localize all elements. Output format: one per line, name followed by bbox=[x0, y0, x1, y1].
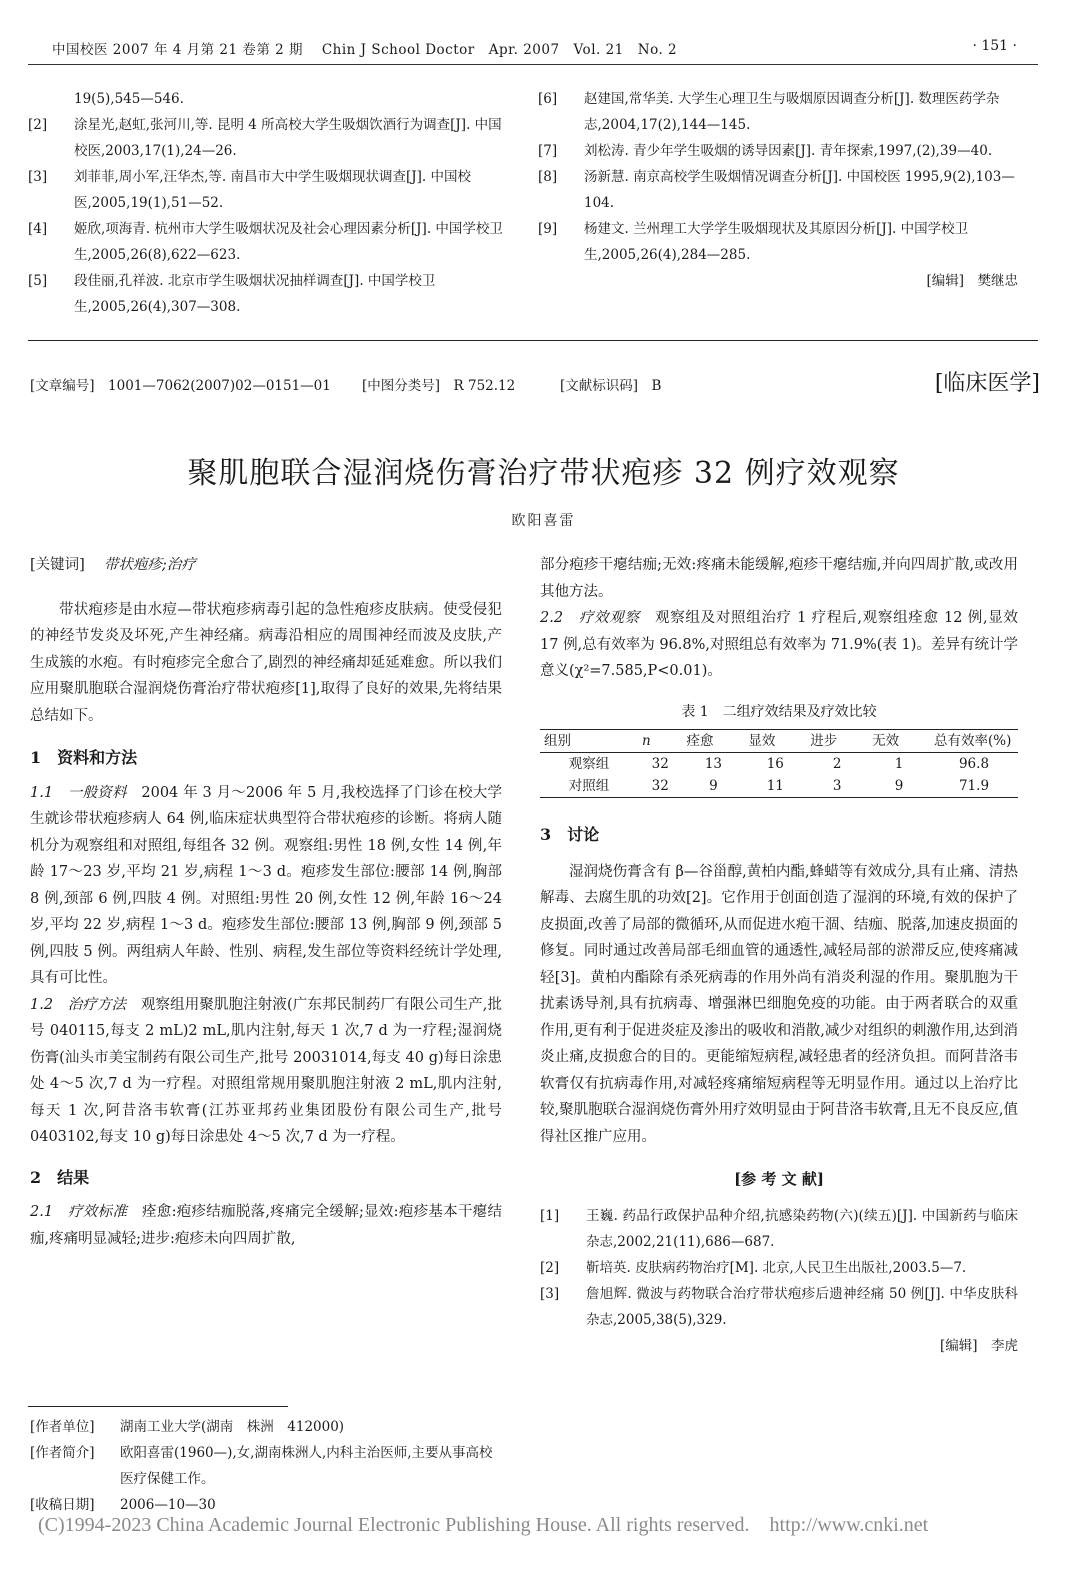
header-rule bbox=[28, 64, 1038, 65]
section-2-2 bbox=[540, 605, 1018, 685]
table-cell: 32 bbox=[651, 756, 669, 772]
section-2-1-label: 2.1 疗效标准 bbox=[30, 1204, 143, 1220]
footnote-rule bbox=[28, 1406, 288, 1407]
footnote-author-bio: [作者简介] 欧阳喜雷(1960—),女,湖南株洲人,内科主治医师,主要从事高校医疗保健工作。 bbox=[30, 1445, 493, 1487]
table-cell: 9 bbox=[709, 778, 718, 794]
section-1-2-text: 观察组用聚肌胞注射液(广东邦民制药厂有限公司生产,批号 040115,每支 2 mL)2 mL,肌内注射,每天 1 次,7 d 为一疗程;湿润烧伤膏(汕头市美宝制药有限公司生产,批号 20031014,每支 40 g)每日涂患处 4～5 次,7 d 为一疗程。对照组常规用聚肌胞注射液 2 mL,肌内注射,每天 1 次,阿昔洛韦软膏(江苏亚邦药业集团股份有限公司生产,批号 0403102,每支 10 g)每日涂患处 4～5 次,7 d 为一疗程。 bbox=[30, 996, 503, 1145]
table-cell: 96.8 bbox=[958, 756, 990, 772]
references-list bbox=[540, 1203, 1018, 1359]
article-separator-rule bbox=[28, 340, 1038, 341]
reference-item: [1] 王巍. 药品行政保护品种介绍,抗感染药物(六)(续五)[J]. 中国新药与临床杂志,2002,21(11),686—687. bbox=[540, 1207, 1018, 1250]
journal-citation: 中国校医 2007 年 4 月第 21 卷第 2 期 Chin J School Doctor Apr. 2007 Vol. 21 No. 2 bbox=[52, 42, 678, 58]
footnote-affiliation: [作者单位] 湖南工业大学(湖南 株洲 412000) bbox=[30, 1419, 345, 1435]
intro-paragraph: 带状疱疹是由水痘—带状疱疹病毒引起的急性疱疹皮肤病。使受侵犯的神经节发炎及坏死,产生神经痛。病毒沿相应的周围神经而波及皮肤,产生成簇的水疱。有时疱疹完全愈合了,剧烈的神经痛却延延难愈。所以我们应用聚肌胞联合湿润烧伤膏治疗带状疱疹[1],取得了良好的效果,先将结果总结如下。 bbox=[30, 601, 502, 724]
reference-item: [9] 杨建文. 兰州理工大学学生吸烟现状及其原因分析[J]. 中国学校卫生,2005,26(4),284—285. bbox=[538, 221, 969, 263]
table-header-cell: 痊愈 bbox=[683, 730, 745, 753]
table-cell: 71.9 bbox=[958, 778, 990, 794]
right-column bbox=[540, 552, 1018, 1359]
section-1-2-label: 1.2 治疗方法 bbox=[30, 996, 141, 1013]
prev-editor: [编辑] 樊继忠 bbox=[926, 273, 1018, 289]
reference-item: 19(5),545—546. bbox=[74, 91, 184, 107]
keywords-value: 带状疱疹;治疗 bbox=[103, 557, 196, 573]
footnotes bbox=[30, 1414, 502, 1518]
section-heading-1: 1 资料和方法 bbox=[30, 748, 138, 767]
table-cell: 对照组 bbox=[568, 778, 610, 794]
table-header-row bbox=[540, 730, 1018, 753]
section-2-1-text: 痊愈:疱疹结痂脱落,疼痛完全缓解;显效:疱疹基本干瘪结痂,疼痛明显减轻;进步:疱疹未向四周扩散, bbox=[30, 1204, 503, 1247]
section-2-1 bbox=[30, 1199, 502, 1252]
keywords bbox=[30, 552, 502, 579]
section-1-1 bbox=[30, 780, 502, 992]
article-number: [文章编号] 1001—7062(2007)02—0151—01 bbox=[30, 378, 331, 394]
table-header-cell: 组别 bbox=[540, 730, 638, 753]
reference-item: [4] 姬欣,项海青. 杭州市大学生吸烟状况及社会心理因素分析[J]. 中国学校卫生,2005,26(8),622—623. bbox=[28, 221, 503, 263]
left-column bbox=[30, 552, 502, 1252]
table-row bbox=[540, 775, 1018, 797]
table-cell: 13 bbox=[704, 756, 723, 772]
clc-number: [中图分类号] R 752.12 bbox=[362, 378, 516, 394]
table-caption: 表 1 二组疗效结果及疗效比较 bbox=[681, 703, 877, 720]
keywords-label: [关键词] bbox=[30, 557, 85, 573]
table-header-cell: 无效 bbox=[868, 730, 930, 753]
table-cell: 2 bbox=[832, 756, 842, 772]
reference-item: [8] 汤新慧. 南京高校学生吸烟情况调查分析[J]. 中国校医 1995,9(2),103—104. bbox=[538, 169, 1015, 211]
section-2-2-label: 2.2 疗效观察 bbox=[540, 610, 656, 626]
table-header-cell: 显效 bbox=[744, 730, 806, 753]
table-header-cell: 进步 bbox=[806, 730, 868, 753]
table-cell: 9 bbox=[894, 778, 904, 794]
article-meta bbox=[30, 372, 1040, 402]
reference-item: [5] 段佳丽,孔祥波. 北京市学生吸烟状况抽样调查[J]. 中国学校卫生,2005,26(4),307—308. bbox=[28, 273, 436, 315]
reference-item: [2] 靳培英. 皮肤病药物治疗[M]. 北京,人民卫生出版社,2003.5—7. bbox=[540, 1259, 967, 1276]
document-code: [文献标识码] B bbox=[560, 378, 662, 394]
column-tag: [临床医学] bbox=[934, 371, 1040, 396]
reference-item: [7] 刘松涛. 青少年学生吸烟的诱导因素[J]. 青年探索,1997,(2),39—40. bbox=[538, 143, 993, 159]
table-cell: 32 bbox=[651, 778, 669, 794]
table-header-cell: n bbox=[638, 730, 683, 753]
section-heading-2: 2 结果 bbox=[30, 1167, 90, 1187]
references-title: [参 考 文 献] bbox=[734, 1170, 824, 1188]
table-cell: 16 bbox=[766, 756, 784, 772]
table-cell: 1 bbox=[894, 756, 904, 772]
running-header bbox=[52, 38, 1017, 62]
section-1-2 bbox=[30, 992, 502, 1151]
page-number: · 151 · bbox=[972, 38, 1017, 54]
section-2-1-continued: 部分疱疹干瘪结痂;无效:疼痛未能缓解,疱疹干瘪结痂,并向四周扩散,或改用其他方法。 bbox=[540, 557, 1018, 600]
footnote-received-date: [收稿日期] 2006—10—30 bbox=[30, 1497, 216, 1513]
reference-item: [6] 赵建国,常华美. 大学生心理卫生与吸烟原因调查分析[J]. 数理医药学杂志,2004,17(2),144—145. bbox=[538, 91, 1000, 133]
section-1-1-text: 2004 年 3 月～2006 年 5 月,我校选择了门诊在校大学生就诊带状疱疹病人 64 例,临床症状典型符合带状疱疹的诊断。将病人随机分为观察组和对照组,每组各 32 例。观察组:男性 18 例,女性 14 例,年龄 17～23 岁,平均 21 岁,病程 1～3 d。疱疹发生部位:腰部 14 例,胸部 8 例,颈部 6 例,四肢 4 例。对照组:男性 20 例,女性 12 例,年龄 16～24 岁,平均 22 岁,病程 1～3 d。疱疹发生部位:腰部 13 例,胸部 9 例,颈部 5 例,四肢 5 例。两组病人年龄、性别、病程,发生部位等资料经统计学处理,具有可比性。 bbox=[30, 784, 502, 986]
table-cell: 11 bbox=[766, 778, 784, 794]
table-cell: 观察组 bbox=[568, 756, 610, 772]
article-author: 欧阳喜雷 bbox=[511, 513, 576, 529]
results-table bbox=[540, 729, 1018, 798]
section-2-2-text: 观察组及对照组治疗 1 疗程后,观察组痊愈 12 例,显效 17 例,总有效率为 96.8%,对照组总有效率为 71.9%(表 1)。差异有统计学意义(χ²=7.585,P<0.01)。 bbox=[540, 610, 1018, 679]
copyright-watermark: (C)1994-2023 China Academic Journal Electronic Publishing House. All rights reserved. http://www.cnki.net bbox=[38, 1514, 929, 1536]
article-editor: [编辑] 李虎 bbox=[939, 1337, 1018, 1354]
article-title: 聚肌胞联合湿润烧伤膏治疗带状疱疹 32 例疗效观察 bbox=[187, 456, 900, 491]
section-1-1-label: 1.1 一般资料 bbox=[30, 784, 142, 801]
prev-references-right bbox=[538, 86, 1018, 294]
reference-item: [2] 涂星光,赵虹,张河川,等. 昆明 4 所高校大学生吸烟饮酒行为调查[J]. 中国校医,2003,17(1),24—26. bbox=[28, 117, 502, 159]
section-heading-3: 3 讨论 bbox=[540, 825, 600, 844]
table-row bbox=[540, 753, 1018, 776]
table-cell: 3 bbox=[832, 778, 842, 794]
discussion-paragraph: 湿润烧伤膏含有 β—谷甾醇,黄柏内酯,蜂蜡等有效成分,具有止痛、清热解毒、去腐生肌的功效[2]。它作用于创面创造了湿润的环境,有效的保护了皮损面,改善了局部的微循环,从而促进水疱干涸、结痂、脱落,加速皮损面的修复。同时通过改善局部毛细血管的通透性,减轻局部的淤滞反应,使疼痛减轻[3]。黄柏内酯除有杀死病毒的作用外尚有消炎利湿的作用。聚肌胞为干扰素诱导剂,具有抗病毒、增强淋巴细胞免疫的功能。由于两者联合的双重作用,更有利于促进炎症及渗出的吸收和消散,减少对组织的刺激作用,达到消炎止痛,皮损愈合的目的。更能缩短病程,减轻患者的经济负担。而阿昔洛韦软膏仅有抗病毒作用,对减轻疼痛缩短病程等无明显作用。通过以上治疗比较,聚肌胞联合湿润烧伤膏外用疗效明显由于阿昔洛韦软膏,且无不良反应,值得社区推广应用。 bbox=[540, 863, 1018, 1145]
reference-item: [3] 刘菲菲,周小军,汪华杰,等. 南昌市大中学生吸烟现状调查[J]. 中国校医,2005,19(1),51—52. bbox=[28, 169, 471, 211]
table-header-cell: 总有效率(%) bbox=[930, 730, 1018, 753]
reference-item: [3] 詹旭辉. 微波与药物联合治疗带状疱疹后遗神经痛 50 例[J]. 中华皮肤科杂志,2005,38(5),329. bbox=[540, 1285, 1018, 1328]
prev-references-left bbox=[28, 86, 508, 320]
